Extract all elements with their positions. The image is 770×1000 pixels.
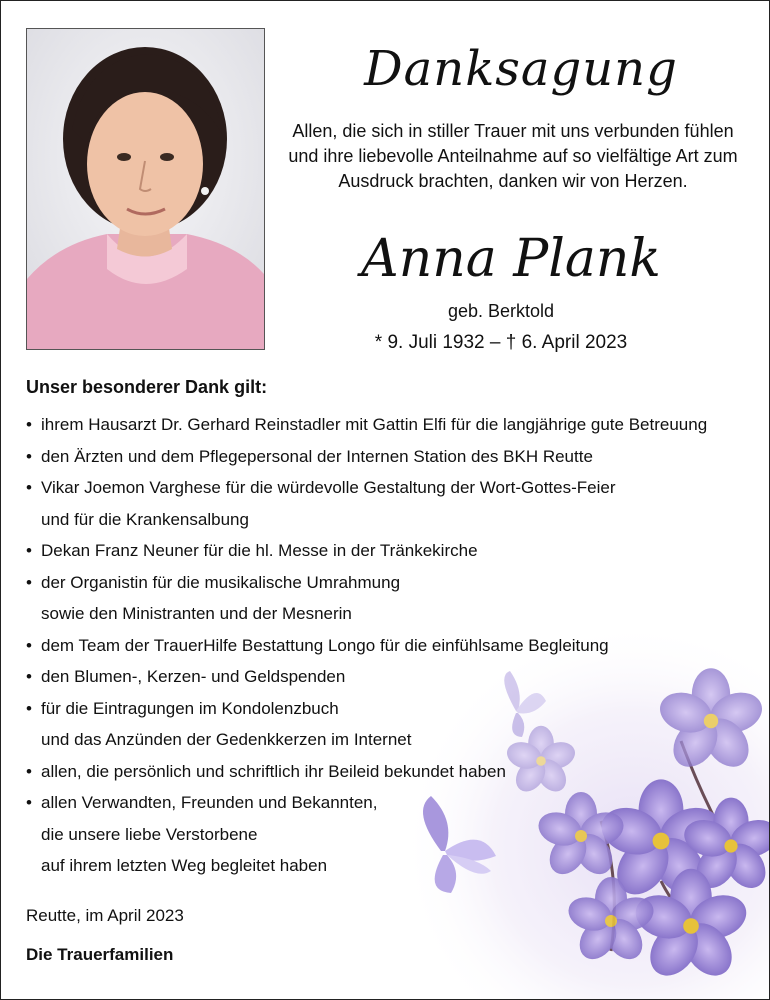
list-item — [26, 661, 756, 693]
list-item-text: auf ihrem letzten Weg begleitet haben — [41, 856, 328, 875]
list-item-text: dem Team der TrauerHilfe Bestattung Longo für die einfühlsame Begleitung — [41, 635, 609, 655]
list-item — [26, 409, 756, 441]
list-item-text: ihrem Hausarzt Dr. Gerhard Reinstadler mit Gattin Elfi für die langjährige gute Betreuung — [41, 415, 708, 434]
list-item-text: allen Verwandten, Freunden und Bekannten, — [41, 793, 378, 812]
intro-line: Allen, die sich in stiller Trauer mit uns verbunden fühlen — [292, 121, 734, 141]
list-item — [26, 472, 756, 535]
list-item-text: allen, die persönlich und schriftlich ihr Beileid bekundet haben — [41, 761, 506, 781]
bullet-icon: • — [26, 698, 32, 718]
bullet-icon: • — [26, 793, 32, 812]
list-item-text: die unsere liebe Verstorbene — [41, 824, 258, 844]
list-item-text: Vikar Joemon Varghese für die würdevolle Gestaltung der Wort-Gottes-Feier — [41, 478, 616, 497]
list-item — [26, 441, 756, 473]
list-item-text: Dekan Franz Neuner für die hl. Messe in der Tränkekirche — [41, 541, 478, 560]
list-item — [26, 630, 756, 662]
signature: Die Trauerfamilien — [26, 945, 174, 964]
list-item — [26, 567, 756, 630]
bullet-icon: • — [26, 415, 32, 434]
bullet-icon: • — [26, 446, 32, 466]
intro-text — [273, 119, 753, 194]
thanks-heading: Unser besonderer Dank gilt: — [26, 377, 268, 397]
list-item-text: den Ärzten und dem Pflegepersonal der Internen Station des BKH Reutte — [41, 446, 593, 466]
list-item-text: sowie den Ministranten und der Mesnerin — [41, 604, 352, 623]
portrait-photo — [26, 28, 265, 350]
bullet-icon: • — [26, 541, 32, 560]
birth-name: geb. Berktold — [447, 301, 555, 321]
list-item-text: und für die Krankensalbung — [41, 509, 249, 529]
list-item — [26, 693, 756, 756]
bullet-icon: • — [26, 572, 32, 592]
life-dates: * 9. Juli 1932 – † 6. April 2023 — [374, 332, 628, 353]
thanks-list — [26, 409, 756, 882]
bullet-icon: • — [26, 761, 32, 781]
list-item-text: den Blumen-, Kerzen- und Geldspenden — [41, 667, 346, 686]
list-item — [26, 787, 756, 882]
intro-line: und ihre liebevolle Anteilnahme auf so vielfältige Art zum — [288, 146, 738, 166]
intro-line: Ausdruck brachten, danken wir von Herzen. — [338, 171, 688, 191]
list-item-text: für die Eintragungen im Kondolenzbuch — [41, 698, 339, 718]
bullet-icon: • — [26, 667, 32, 686]
place-date: Reutte, im April 2023 — [26, 906, 184, 925]
list-item-text: und das Anzünden der Gedenkkerzen im Internet — [41, 730, 412, 749]
bullet-icon: • — [26, 478, 32, 497]
page-title: Danksagung — [364, 41, 678, 97]
list-item-text: der Organistin für die musikalische Umrahmung — [41, 572, 401, 592]
deceased-name: Anna Plank — [361, 229, 661, 289]
list-item — [26, 756, 756, 788]
list-item — [26, 535, 756, 567]
bullet-icon: • — [26, 635, 32, 655]
